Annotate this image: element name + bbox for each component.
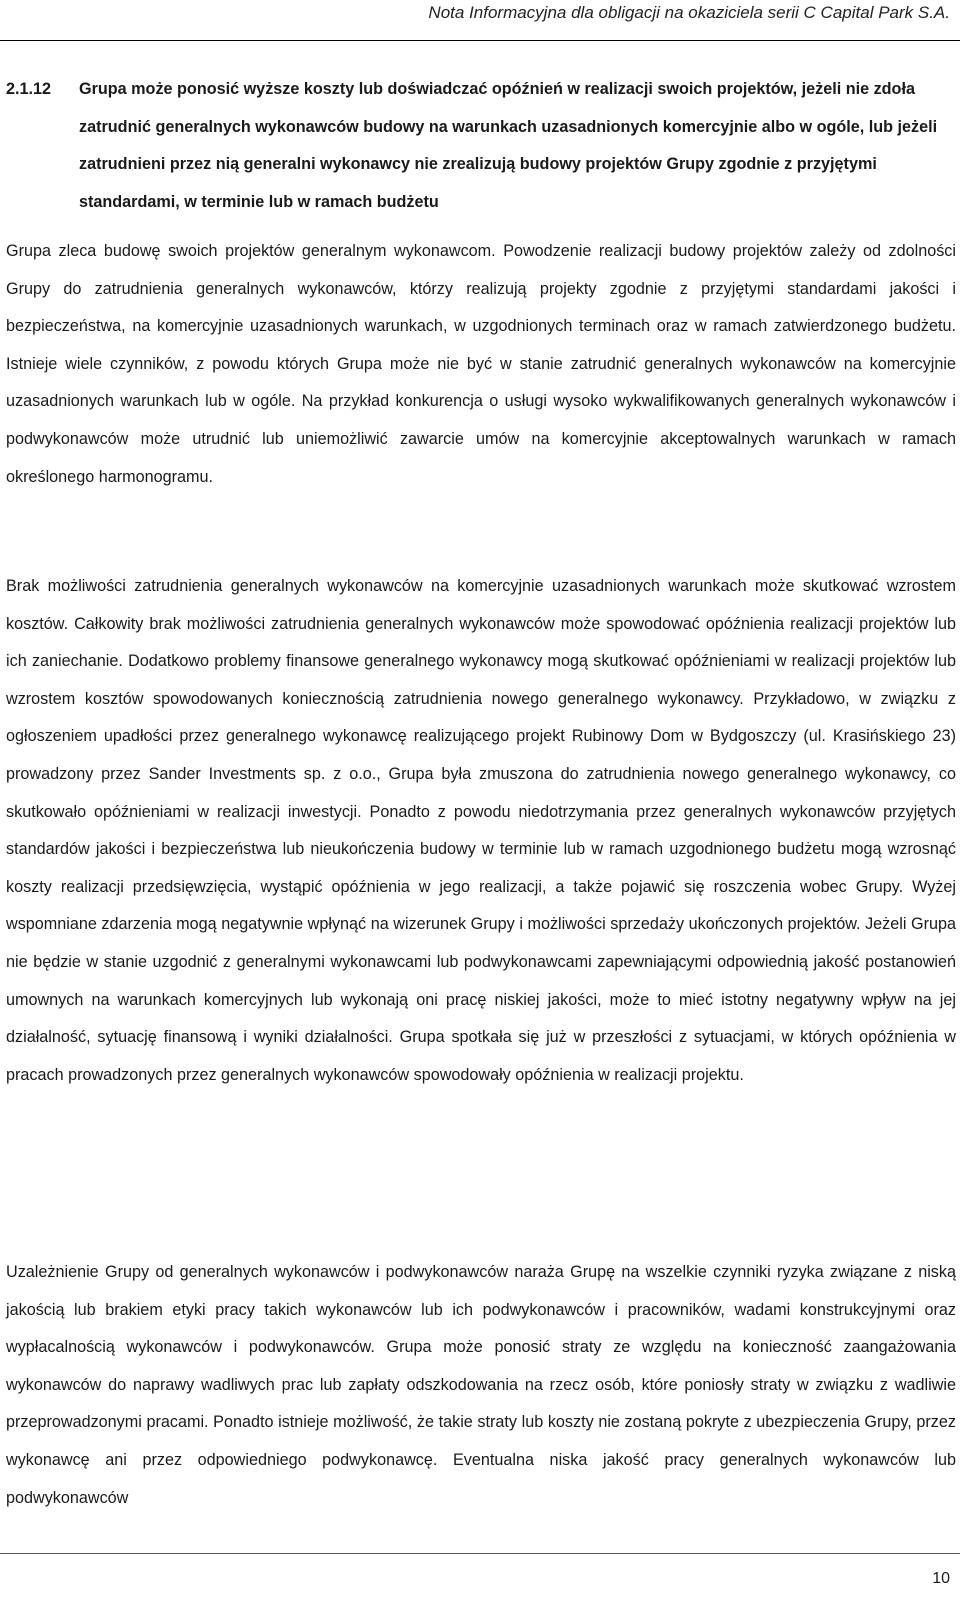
body-paragraph-3: Uzależnienie Grupy od generalnych wykonawców i podwykonawców naraża Grupę na wszelkie czynniki ryzyka związane z niską jakością lub brakiem etyki pracy takich wykonawców lub ich podwykonawców i pracowników, wadami konstrukcyjnymi oraz wypłacalnością wykonawców i podwykonawców. Grupa może ponosić straty ze względu na konieczność zaangażowania wykonawców do naprawy wadliwych prac lub zapłaty odszkodowania na rzecz osób, które poniosły straty w związku z wadliwie przeprowadzonymi pracami. Ponadto istnieje możliwość, że takie straty lub koszty nie zostaną pokryte z ubezpieczenia Grupy, przez wykonawcę ani przez odpowiedniego podwykonawcę. Eventualna niska jakość pracy generalnych wykonawców lub podwykonawców <box>6 1263 956 1507</box>
body-paragraph-2: Brak możliwości zatrudnienia generalnych wykonawców na komercyjnie uzasadnionych warunkach może skutkować wzrostem kosztów. Całkowity brak możliwości zatrudnienia generalnych wykonawców może spowodować opóźnienia realizacji projektów lub ich zaniechanie. Dodatkowo problemy finansowe generalnego wykonawcy mogą skutkować opóźnieniami w realizacji projektów lub wzrostem kosztów spowodowanych koniecznością zatrudnienia nowego generalnego wykonawcy. Przykładowo, w związku z ogłoszeniem upadłości przez generalnego wykonawcę realizującego projekt Rubinowy Dom w Bydgoszczy (ul. Krasińskiego 23) prowadzony przez Sander Investments sp. z o.o., Grupa była zmuszona do zatrudnienia nowego generalnego wykonawcy, co skutkowało opóźnieniami w realizacji inwestycji. Ponadto z powodu niedotrzymania przez generalnych wykonawców przyjętych standardów jakości i bezpieczeństwa lub nieukończenia budowy w terminie lub w ramach uzgodnionego budżetu mogą wzrosnąć koszty realizacji przedsięwzięcia, wystąpić opóźnienia w jego realizacji, a także pojawić się roszczenia wobec Grupy. Wyżej wspomniane zdarzenia mogą negatywnie wpłynąć na wizerunek Grupy i możliwości sprzedaży ukończonych projektów. Jeżeli Grupa nie będzie w stanie uzgodnić z generalnymi wykonawcami lub podwykonawcami zapewniającymi odpowiednią jakość postanowień umownych na warunkach komercyjnych lub wykonają oni pracę niskiej jakości, może to mieć istotny negatywny wpływ na jej działalność, sytuację finansową i wyniki działalności. Grupa spotkała się już w przeszłości z sytuacjami, w których opóźnienia w pracach prowadzonych przez generalnych wykonawców spowodowały opóźnienia w realizacji projektu. <box>6 577 956 1084</box>
header-divider <box>0 40 960 41</box>
section-heading <box>6 71 954 221</box>
section-number: 2.1.12 <box>6 80 52 98</box>
page-number: 10 <box>932 1570 950 1587</box>
body-paragraph-1: Grupa zleca budowę swoich projektów generalnym wykonawcom. Powodzenie realizacji budowy projektów zależy od zdolności Grupy do zatrudnienia generalnych wykonawców, którzy realizują projekty zgodnie z przyjętymi standardami jakości i bezpieczeństwa, na komercyjnie uzasadnionych warunkach, w uzgodnionych terminach oraz w ramach zatwierdzonego budżetu. Istnieje wiele czynników, z powodu których Grupa może nie być w stanie zatrudnić generalnych wykonawców na komercyjnie uzasadnionych warunkach lub w ogóle. Na przykład konkurencja o usługi wysoko wykwalifikowanych generalnych wykonawców i podwykonawców może utrudnić lub uniemożliwić zawarcie umów na komercyjnie akceptowalnych warunkach w ramach określonego harmonogramu. <box>6 242 956 486</box>
section-title: Grupa może ponosić wyższe koszty lub doświadczać opóźnień w realizacji swoich projektów, jeżeli nie zdoła zatrudnić generalnych wykonawców budowy na warunkach uzasadnionych komercyjnie albo w ogóle, lub jeżeli zatrudnieni przez nią generalni wykonawcy nie zrealizują budowy projektów Grupy zgodnie z przyjętymi standardami, w terminie lub w ramach budżetu <box>79 80 938 211</box>
running-header: Nota Informacyjna dla obligacji na okaziciela serii C Capital Park S.A. <box>428 3 950 22</box>
footer-divider <box>0 1553 960 1554</box>
